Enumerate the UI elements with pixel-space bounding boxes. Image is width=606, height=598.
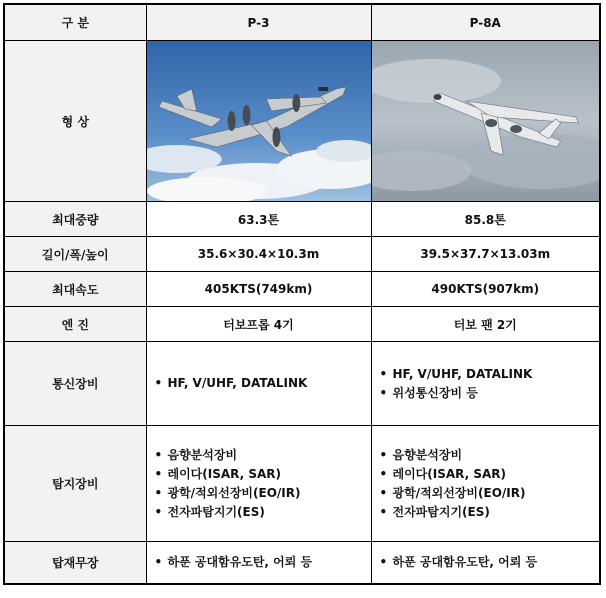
- comms-label: 통신장비: [4, 342, 146, 426]
- dimensions-label: 길이/폭/높이: [4, 237, 146, 272]
- list-item: • HF, V/UHF, DATALINK: [380, 365, 600, 384]
- max-weight-p8a: 85.8톤: [371, 202, 600, 237]
- comms-row: [4, 342, 600, 426]
- engine-p8a: 터보 팬 2기: [371, 307, 600, 342]
- detection-p3: [146, 426, 371, 542]
- list-item: • 레이다(ISAR, SAR): [155, 465, 371, 484]
- list-item: • 하푼 공대함유도탄, 어뢰 등: [380, 553, 600, 572]
- armament-p8a: [371, 542, 600, 585]
- header-category: 구 분: [4, 4, 146, 41]
- armament-row: [4, 542, 600, 585]
- p8a-aircraft-photo: [372, 41, 600, 201]
- shape-row: [4, 41, 600, 202]
- max-weight-label: 최대중량: [4, 202, 146, 237]
- p3-aircraft-photo: [147, 41, 371, 201]
- p3-image-cell: [146, 41, 371, 202]
- dimensions-row: [4, 237, 600, 272]
- list-item: • 광학/적외선장비(EO/IR): [155, 484, 371, 503]
- list-item: • 음향분석장비: [380, 446, 600, 465]
- max-weight-row: [4, 202, 600, 237]
- header-p8a: P-8A: [371, 4, 600, 41]
- list-item: • 광학/적외선장비(EO/IR): [380, 484, 600, 503]
- armament-label: 탑재무장: [4, 542, 146, 585]
- list-item: • 음향분석장비: [155, 446, 371, 465]
- engine-row: [4, 307, 600, 342]
- engine-label: 엔 진: [4, 307, 146, 342]
- list-item: • 전자파탐지기(ES): [380, 503, 600, 522]
- list-item: • 전자파탐지기(ES): [155, 503, 371, 522]
- comms-p3: [146, 342, 371, 426]
- list-item: • 위성통신장비 등: [380, 384, 600, 403]
- comparison-table: [3, 3, 601, 585]
- shape-label: 형 상: [4, 41, 146, 202]
- list-item: • 레이다(ISAR, SAR): [380, 465, 600, 484]
- detection-p8a: [371, 426, 600, 542]
- header-p3: P-3: [146, 4, 371, 41]
- max-weight-p3: 63.3톤: [146, 202, 371, 237]
- list-item: • HF, V/UHF, DATALINK: [155, 374, 371, 393]
- max-speed-p3: 405KTS(749km): [146, 272, 371, 307]
- detection-row: [4, 426, 600, 542]
- list-item: • 하푼 공대함유도탄, 어뢰 등: [155, 553, 371, 572]
- p8a-image-cell: [371, 41, 600, 202]
- detection-label: 탐지장비: [4, 426, 146, 542]
- dimensions-p3: 35.6×30.4×10.3m: [146, 237, 371, 272]
- comms-p8a: [371, 342, 600, 426]
- armament-p3: [146, 542, 371, 585]
- max-speed-row: [4, 272, 600, 307]
- engine-p3: 터보프롭 4기: [146, 307, 371, 342]
- max-speed-label: 최대속도: [4, 272, 146, 307]
- dimensions-p8a: 39.5×37.7×13.03m: [371, 237, 600, 272]
- max-speed-p8a: 490KTS(907km): [371, 272, 600, 307]
- header-row: [4, 4, 600, 41]
